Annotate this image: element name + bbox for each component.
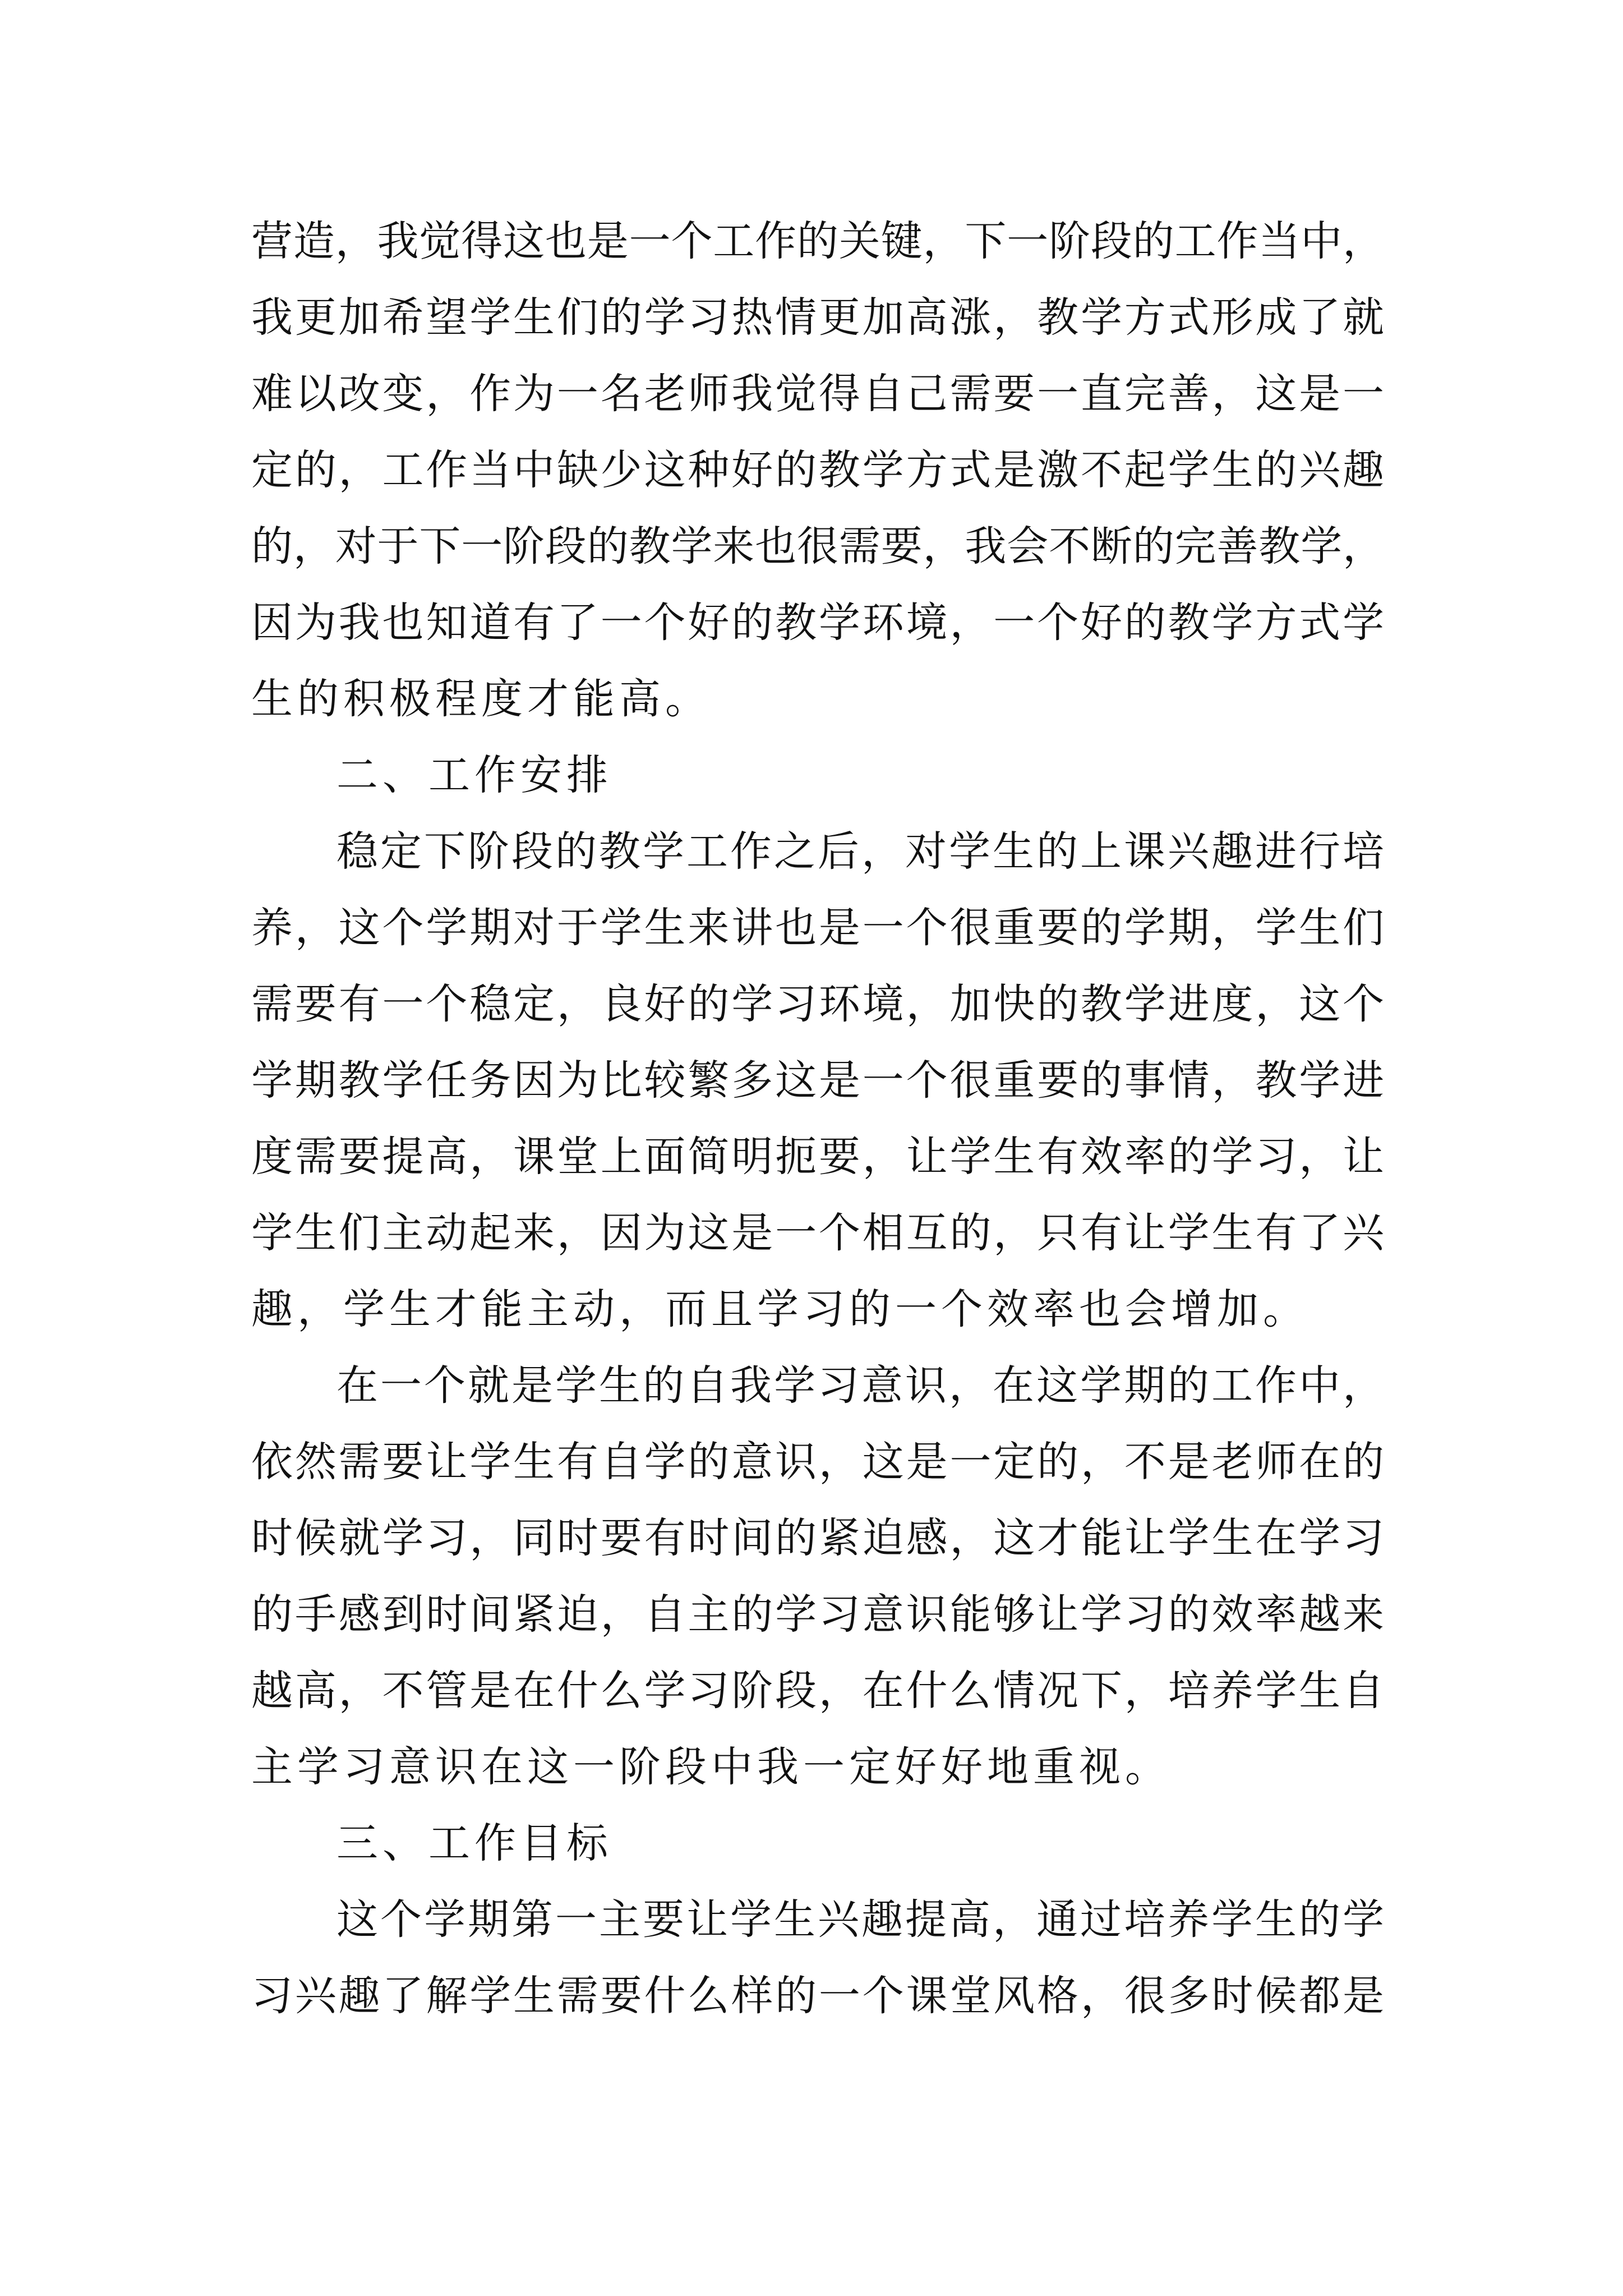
text-line: 需要有一个稳定，良好的学习环境，加快的教学进度，这个 <box>251 980 1384 1028</box>
text-line: 这个学期第一主要让学生兴趣提高，通过培养学生的学 <box>336 1895 1384 1944</box>
text-line: 我更加希望学生们的学习热情更加高涨，教学方式形成了就 <box>251 293 1384 342</box>
text-line: 学生们主动起来，因为这是一个相互的，只有让学生有了兴 <box>251 1209 1384 1257</box>
text-line: 度需要提高，课堂上面简明扼要，让学生有效率的学习，让 <box>251 1133 1384 1181</box>
text-line: 稳定下阶段的教学工作之后，对学生的上课兴趣进行培 <box>336 827 1384 876</box>
text-line: 时候就学习，同时要有时间的紧迫感，这才能让学生在学习 <box>251 1514 1384 1562</box>
section-heading: 三、工作目标 <box>336 1819 612 1867</box>
text-line: 营造，我觉得这也是一个工作的关键，下一阶段的工作当中， <box>251 217 1384 265</box>
text-line: 因为我也知道有了一个好的教学环境，一个好的教学方式学 <box>251 599 1384 647</box>
text-line: 主学习意识在这一阶段中我一定好好地重视。 <box>251 1743 1171 1791</box>
text-line: 趣，学生才能主动，而且学习的一个效率也会增加。 <box>251 1285 1309 1333</box>
text-line: 依然需要让学生有自学的意识，这是一定的，不是老师在的 <box>251 1438 1384 1486</box>
text-line: 越高，不管是在什么学习阶段，在什么情况下，培养学生自 <box>251 1667 1384 1715</box>
text-line: 难以改变，作为一名老师我觉得自己需要一直完善，这是一 <box>251 370 1384 418</box>
text-line: 定的，工作当中缺少这种好的教学方式是激不起学生的兴趣 <box>251 446 1384 494</box>
section-heading: 二、工作安排 <box>336 751 612 799</box>
text-line: 在一个就是学生的自我学习意识，在这学期的工作中， <box>336 1361 1384 1410</box>
text-line: 习兴趣了解学生需要什么样的一个课堂风格，很多时候都是 <box>251 1972 1384 2020</box>
text-line: 学期教学任务因为比较繁多这是一个很重要的事情，教学进 <box>251 1056 1384 1105</box>
text-line: 生的积极程度才能高。 <box>251 675 711 723</box>
text-line: 的，对于下一阶段的教学来也很需要，我会不断的完善教学， <box>251 522 1384 570</box>
text-line: 养，这个学期对于学生来讲也是一个很重要的学期，学生们 <box>251 904 1384 952</box>
text-line: 的手感到时间紧迫，自主的学习意识能够让学习的效率越来 <box>251 1590 1384 1639</box>
